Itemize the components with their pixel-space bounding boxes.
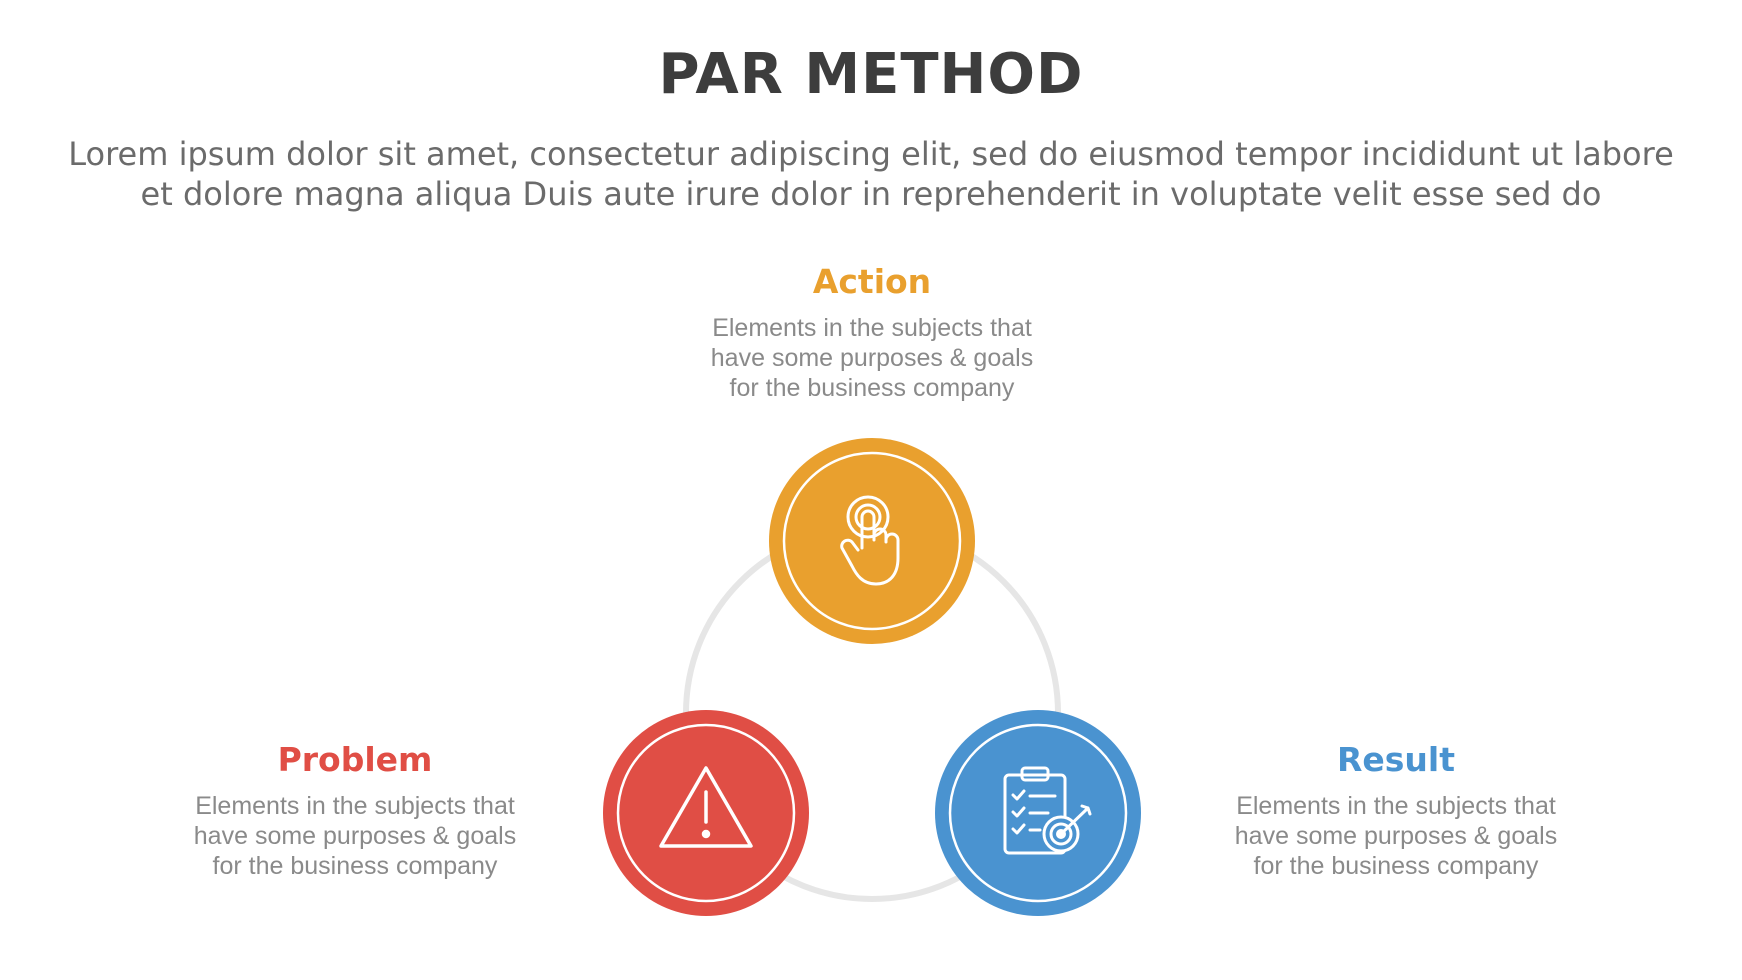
problem-description: Elements in the subjects that have some purposes & goals for the business company	[193, 792, 517, 880]
result-description: Elements in the subjects that have some purposes & goals for the business company	[1234, 792, 1558, 880]
action-label: Action	[812, 262, 932, 301]
problem-label: Problem	[277, 740, 433, 779]
result-node	[935, 710, 1141, 916]
page-title: PAR METHOD	[658, 42, 1084, 107]
action-node	[769, 438, 975, 644]
page-subtitle: Lorem ipsum dolor sit amet, consectetur adipiscing elit, sed do eiusmod tempor incididunt ut labore et dolore magna aliqua Duis aute irure dolor in reprehenderit in voluptate velit esse sed do	[68, 135, 1674, 213]
action-circle	[769, 438, 975, 644]
action-description: Elements in the subjects that have some purposes & goals for the business company	[710, 314, 1034, 402]
problem-node	[603, 710, 809, 916]
result-label: Result	[1336, 740, 1455, 779]
